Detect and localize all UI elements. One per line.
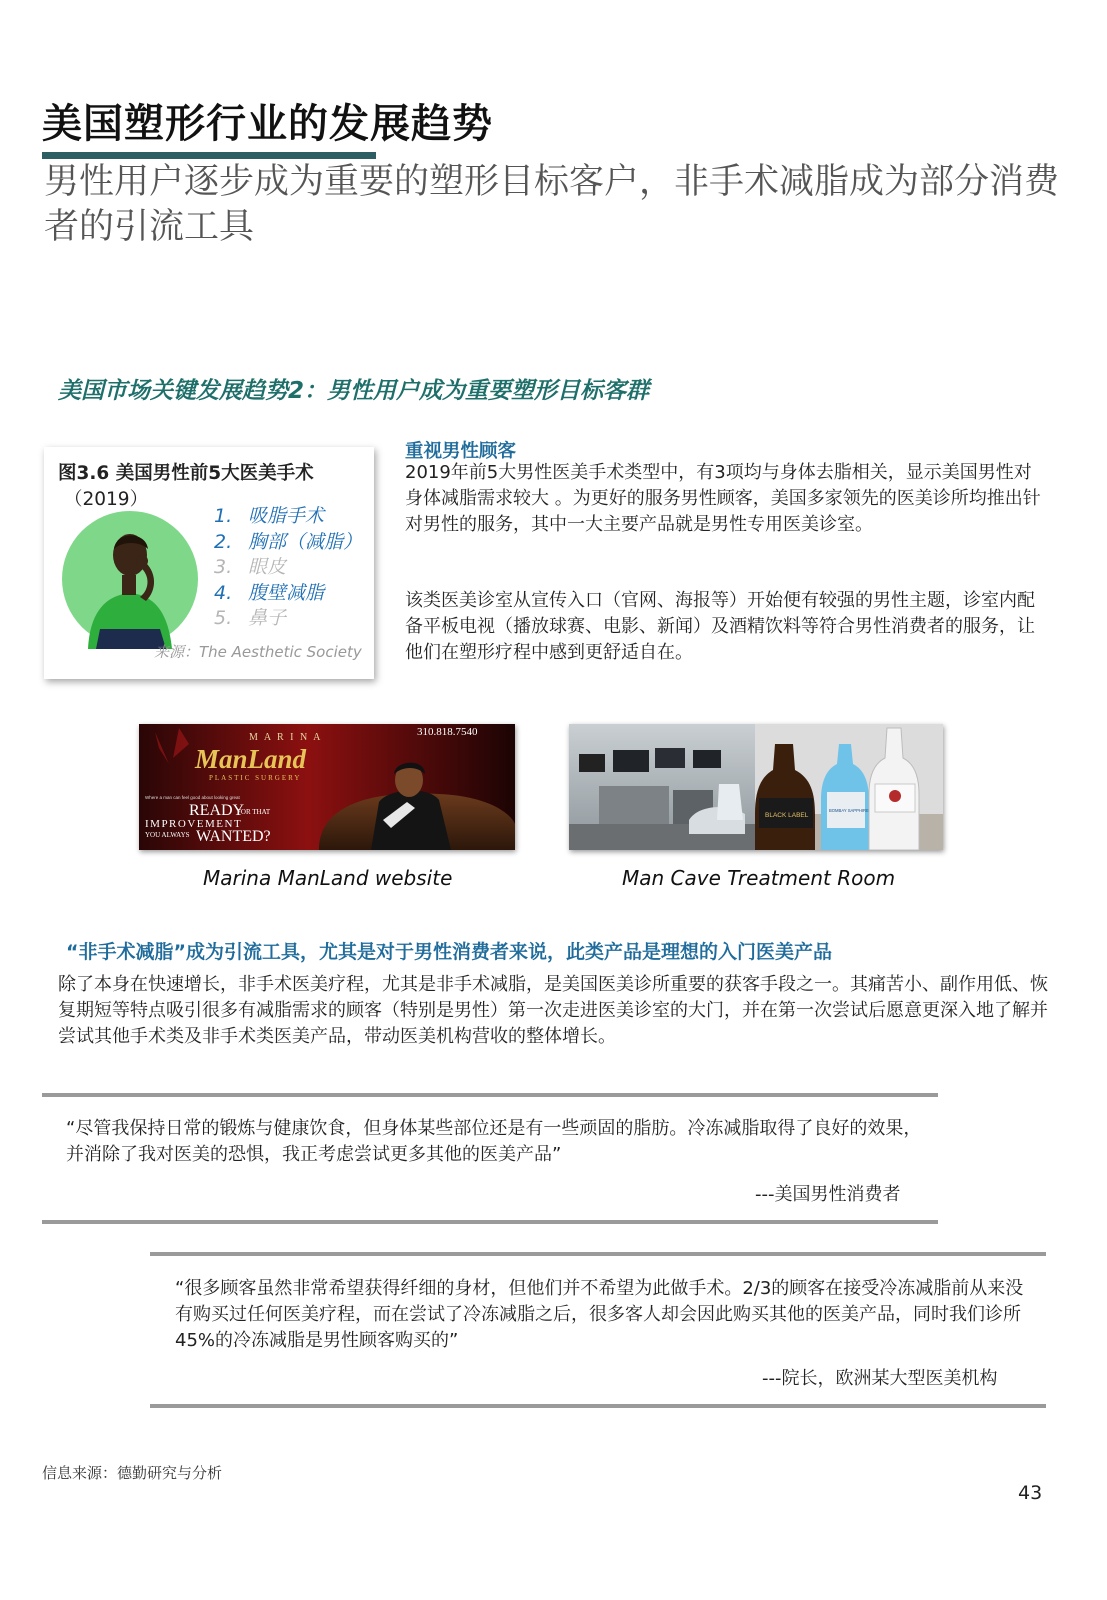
quote-2-bottom-rule	[150, 1404, 1046, 1408]
quote-1-top-rule	[42, 1093, 938, 1097]
trend-heading: 美国市场关键发展趋势2：男性用户成为重要塑形目标客群	[58, 378, 650, 404]
figure-source: 来源：The Aesthetic Society	[154, 643, 362, 661]
manland-caption: Marina ManLand website	[203, 866, 453, 890]
quote-1-attribution: ---美国男性消费者	[755, 1184, 901, 1205]
page-title: 美国塑形行业的发展趋势	[42, 101, 493, 147]
footer-source: 信息来源：德勤研究与分析	[42, 1464, 223, 1482]
procedure-item: 2. 胸部（减脂）	[214, 530, 363, 553]
gin-label: BOMBAY SAPPHIRE	[829, 808, 869, 813]
figure-card	[44, 447, 374, 679]
marina-label: M A R I N A	[249, 732, 323, 743]
svg-text:FOR THAT: FOR THAT	[237, 808, 271, 816]
figure-year: （2019）	[64, 489, 149, 510]
quote-2-attribution: ---院长，欧洲某大型医美机构	[762, 1368, 998, 1389]
procedure-item: 4. 腹壁减脂	[214, 581, 325, 604]
male-customers-paragraph-1: 2019年前5大男性医美手术类型中，有3项均与身体去脂相关，显示美国男性对身体减脂需求较大 。为更好的服务男性顾客，美国多家领先的医美诊所均推出针对男性的服务，其中一大主要产品就是男性专用医美诊室。	[405, 462, 1041, 535]
procedure-item: 5. 鼻子	[214, 607, 287, 629]
manland-website-image	[139, 724, 515, 850]
man-illustration	[60, 509, 200, 649]
svg-text:READY: READY	[189, 802, 245, 819]
title-underline	[42, 152, 376, 159]
quote-1-text: “尽管我保持日常的锻炼与健康饮食，但身体某些部位还是有一些顽固的脂肪。冷冻减脂取得了良好的效果，并消除了我对医美的恐惧，我正考虑尝试更多其他的医美产品”	[66, 1118, 922, 1165]
male-customers-heading: 重视男性顾客	[405, 441, 517, 462]
plastic-surgery-label: PLASTIC SURGERY	[209, 774, 302, 782]
non-surgical-paragraph: 除了本身在快速增长，非手术医美疗程，尤其是非手术减脂，是美国医美诊所重要的获客手段之一。其痛苦小、副作用低、恢复期短等特点吸引很多有减脂需求的顾客（特别是男性）第一次走进医美诊室的大门，并在第一次尝试后愿意更深入地了解并尝试其他手术类及非手术类医美产品，带动医美机构营收的整体增长。	[58, 974, 1048, 1047]
quote-1-bottom-rule	[42, 1220, 938, 1224]
procedure-item: 3. 眼皮	[214, 556, 287, 578]
man-cave-image	[569, 724, 943, 850]
figure-title: 图3.6 美国男性前5大医美手术	[58, 463, 314, 484]
svg-text:IMPROVEMENT: IMPROVEMENT	[145, 818, 243, 830]
manland-logo-text: ManLand	[195, 744, 307, 774]
phone-number: 310.818.7540	[417, 726, 478, 738]
procedure-list	[214, 504, 362, 632]
svg-text:YOU ALWAYS: YOU ALWAYS	[145, 831, 190, 839]
page-number: 43	[1018, 1482, 1043, 1504]
man-cave-caption: Man Cave Treatment Room	[622, 866, 896, 890]
male-customers-paragraph-2: 该类医美诊室从宣传入口（官网、海报等）开始便有较强的男性主题，诊室内配备平板电视（播放球赛、电影、新闻）及酒精饮料等符合男性消费者的服务，让他们在塑形疗程中感到更舒适自在。	[405, 590, 1035, 663]
page-subtitle: 男性用户逐步成为重要的塑形目标客户，非手术减脂成为部分消费者的引流工具	[44, 162, 1060, 247]
bottle-label: BLACK LABEL	[765, 812, 809, 819]
quote-2-top-rule	[150, 1252, 1046, 1256]
quote-2-text: “很多顾客虽然非常希望获得纤细的身材，但他们并不希望为此做手术。2/3的顾客在接受冷冻减脂前从来没有购买过任何医美疗程，而在尝试了冷冻减脂之后，很多客人却会因此购买其他的医美产品，同时我们诊所45%的冷冻减脂是男性顾客购买的”	[175, 1278, 1024, 1351]
procedure-item: 1. 吸脂手术	[214, 505, 325, 527]
non-surgical-heading: “非手术减脂”成为引流工具，尤其是对于男性消费者来说，此类产品是理想的入门医美产品	[66, 941, 832, 963]
svg-text:WANTED?: WANTED?	[196, 828, 271, 845]
tagline-text: Where a man can feel good about looking great	[145, 795, 240, 800]
